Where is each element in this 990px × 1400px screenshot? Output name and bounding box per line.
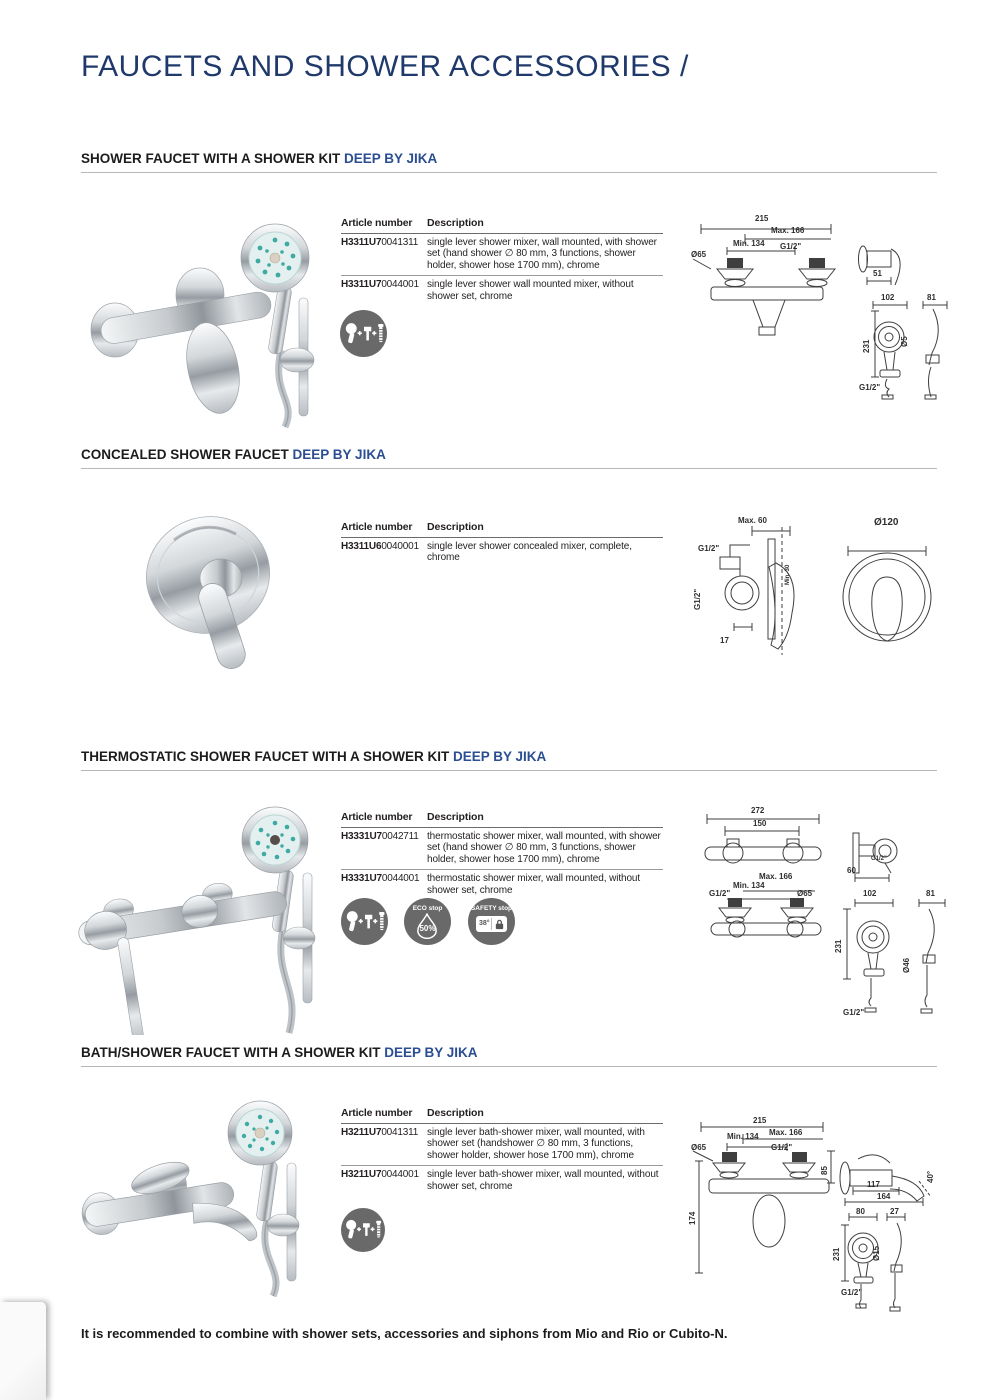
table-row bbox=[341, 538, 663, 568]
dim-label: 231 bbox=[862, 339, 871, 353]
dim-label: Min. 134 bbox=[733, 881, 765, 890]
dim-label: G1/2" bbox=[780, 242, 802, 251]
table-row bbox=[341, 828, 663, 870]
eco-stop-value: 50% bbox=[419, 924, 436, 933]
section-header-concealed-faucet bbox=[81, 447, 386, 462]
product-photo-concealed-mixer bbox=[128, 500, 303, 675]
dim-label: 117 bbox=[867, 1180, 880, 1189]
dim-label: Min. 30 bbox=[785, 564, 791, 585]
dim-label: 27 bbox=[890, 1207, 899, 1216]
description-header: Description bbox=[427, 217, 484, 229]
article-number-header: Article number bbox=[341, 1107, 413, 1119]
description-header: Description bbox=[427, 521, 484, 533]
section-divider bbox=[81, 770, 937, 771]
table-row bbox=[341, 234, 663, 276]
article-number: H3311U70041311 bbox=[341, 236, 419, 248]
description-header: Description bbox=[427, 811, 484, 823]
dim-label: Max. 166 bbox=[759, 872, 793, 881]
article-description: thermostatic shower mixer, wall mounted, with shower set (hand shower ∅ 80 mm, 3 functions, shower holder, shower hose 1700 mm), chrome bbox=[427, 830, 661, 865]
dim-label: 174 bbox=[688, 1211, 697, 1225]
shower-set-badge bbox=[341, 1208, 385, 1252]
section-title: CONCEALED SHOWER FAUCET bbox=[81, 447, 289, 462]
dim-label: 60 bbox=[847, 866, 856, 875]
dim-label: Min. 134 bbox=[727, 1132, 759, 1141]
dim-label: Max. 60 bbox=[738, 516, 767, 525]
table-header-row bbox=[341, 522, 663, 538]
page-corner-tab bbox=[0, 1302, 46, 1400]
table-row bbox=[341, 1124, 663, 1166]
shower-set-icon bbox=[344, 1219, 382, 1241]
safety-stop-badge bbox=[468, 898, 515, 945]
shower-set-badge bbox=[341, 898, 388, 945]
dim-label: G1/2" bbox=[859, 383, 881, 392]
article-description: single lever shower mixer, wall mounted, with shower set (hand shower ∅ 80 mm, 3 functions, shower holder, shower hose 1700 mm), chrome bbox=[427, 236, 657, 271]
article-number: H3331U70042711 bbox=[341, 830, 419, 842]
page-title: FAUCETS AND SHOWER ACCESSORIES / bbox=[81, 50, 689, 83]
technical-drawing-bath-shower-mixer bbox=[683, 1103, 955, 1321]
shower-set-icon bbox=[344, 322, 384, 346]
dim-label: Ø65 bbox=[691, 250, 707, 259]
section-title: SHOWER FAUCET WITH A SHOWER KIT bbox=[81, 151, 341, 166]
table-header-row bbox=[341, 218, 663, 234]
technical-drawing-thermostatic-mixer bbox=[697, 803, 955, 1028]
dim-label: 231 bbox=[832, 1247, 841, 1261]
dim-label: 85 bbox=[820, 1166, 829, 1175]
dim-label: Max. 166 bbox=[769, 1128, 803, 1137]
dim-label: G1/2" bbox=[843, 1008, 865, 1017]
section-title: THERMOSTATIC SHOWER FAUCET WITH A SHOWER KIT bbox=[81, 749, 450, 764]
dim-label: Ø15 bbox=[872, 1245, 881, 1261]
article-table bbox=[341, 522, 663, 568]
dim-label: Ø120 bbox=[874, 517, 899, 528]
product-photo-thermostatic-mixer bbox=[75, 788, 340, 1040]
dim-label: G1/2" bbox=[771, 1143, 793, 1152]
dim-label: 81 bbox=[926, 889, 935, 898]
dim-label: Max. 166 bbox=[771, 226, 805, 235]
dim-label: 164 bbox=[877, 1192, 891, 1201]
concealed-mixer-illustration bbox=[131, 501, 285, 670]
dim-label: Ø5 bbox=[900, 336, 909, 347]
footer-note: It is recommended to combine with shower sets, accessories and siphons from Mio and Rio or Cubito-N. bbox=[81, 1326, 728, 1341]
section-title: BATH/SHOWER FAUCET WITH A SHOWER KIT bbox=[81, 1045, 381, 1060]
article-table bbox=[341, 1108, 663, 1196]
shower-set-badge bbox=[340, 310, 387, 357]
safety-stop-value: 38° bbox=[479, 920, 490, 927]
dim-label: G1/2" bbox=[709, 889, 731, 898]
section-divider bbox=[81, 468, 937, 469]
dim-label: 51 bbox=[873, 269, 882, 278]
dim-label: G1/2" bbox=[698, 544, 720, 553]
dim-label: 102 bbox=[881, 293, 895, 302]
table-row bbox=[341, 275, 663, 306]
dim-label: G1/2" bbox=[693, 588, 702, 610]
section-header-thermostatic-faucet bbox=[81, 749, 546, 764]
dim-label: Ø65 bbox=[691, 1143, 707, 1152]
table-row bbox=[341, 869, 663, 900]
article-number-header: Article number bbox=[341, 521, 413, 533]
table-header-row bbox=[341, 812, 663, 828]
brand-name: DEEP BY JIKA bbox=[384, 1045, 478, 1060]
dim-label: 17 bbox=[720, 636, 729, 645]
article-table bbox=[341, 218, 663, 306]
eco-stop-label: ECO stop bbox=[412, 905, 443, 912]
dim-label: 272 bbox=[751, 806, 765, 815]
article-number: H3311U60040001 bbox=[341, 540, 419, 552]
article-number: H3211U70041311 bbox=[341, 1126, 419, 1138]
section-divider bbox=[81, 172, 937, 173]
product-photo-bath-shower-mixer bbox=[75, 1085, 335, 1302]
description-header: Description bbox=[427, 1107, 484, 1119]
shower-set-icon bbox=[345, 910, 385, 934]
section-header-bath-shower-faucet bbox=[81, 1045, 478, 1060]
brand-name: DEEP BY JIKA bbox=[292, 447, 386, 462]
section-divider bbox=[81, 1066, 937, 1067]
article-number: H3311U70044001 bbox=[341, 279, 419, 290]
thermostatic-mixer-illustration bbox=[75, 807, 315, 1035]
article-description: single lever bath-shower mixer, wall mounted, with shower set (handshower ∅ 80 mm, 3 functions, shower holder, shower hose 1700 mm), chrome bbox=[427, 1126, 645, 1161]
table-header-row bbox=[341, 1108, 663, 1124]
dim-label: G1/2" bbox=[871, 856, 887, 862]
dim-label: Ø65 bbox=[797, 889, 813, 898]
lock-icon bbox=[494, 919, 505, 930]
article-description: single lever shower wall mounted mixer, without shower set, chrome bbox=[427, 279, 634, 302]
safety-stop-plate bbox=[476, 916, 507, 932]
dim-label: Min. 134 bbox=[733, 239, 765, 248]
article-table bbox=[341, 812, 663, 900]
dim-label: 215 bbox=[753, 1116, 767, 1125]
technical-drawing-shower-mixer bbox=[683, 207, 958, 402]
bath-shower-mixer-illustration bbox=[76, 1101, 299, 1296]
brand-name: DEEP BY JIKA bbox=[344, 151, 438, 166]
shower-mixer-illustration bbox=[91, 224, 314, 427]
article-description: single lever bath-shower mixer, wall mounted, without shower set, chrome bbox=[427, 1169, 659, 1192]
eco-stop-badge bbox=[404, 898, 451, 945]
technical-drawing-concealed-mixer bbox=[690, 505, 945, 665]
product-photo-shower-mixer bbox=[85, 200, 330, 433]
dim-label: 40° bbox=[926, 1170, 935, 1183]
dim-label: 215 bbox=[755, 214, 769, 223]
article-number: H3331U70044001 bbox=[341, 873, 420, 884]
article-number: H3211U70044001 bbox=[341, 1169, 419, 1180]
dim-label: Ø46 bbox=[902, 957, 911, 973]
article-description: thermostatic shower mixer, wall mounted, without shower set, chrome bbox=[427, 873, 641, 896]
table-row bbox=[341, 1165, 663, 1196]
dim-label: 102 bbox=[863, 889, 877, 898]
article-number-header: Article number bbox=[341, 217, 413, 229]
article-number-header: Article number bbox=[341, 811, 413, 823]
brand-name: DEEP BY JIKA bbox=[453, 749, 547, 764]
dim-label: 81 bbox=[927, 293, 936, 302]
dim-label: 231 bbox=[834, 939, 843, 953]
dim-label: 80 bbox=[856, 1207, 865, 1216]
section-header-shower-faucet bbox=[81, 151, 437, 166]
safety-stop-label: SAFETY stop bbox=[470, 905, 513, 912]
dim-label: G1/2" bbox=[841, 1288, 863, 1297]
article-description: single lever shower concealed mixer, complete, chrome bbox=[427, 540, 632, 563]
dim-label: 150 bbox=[753, 819, 767, 828]
